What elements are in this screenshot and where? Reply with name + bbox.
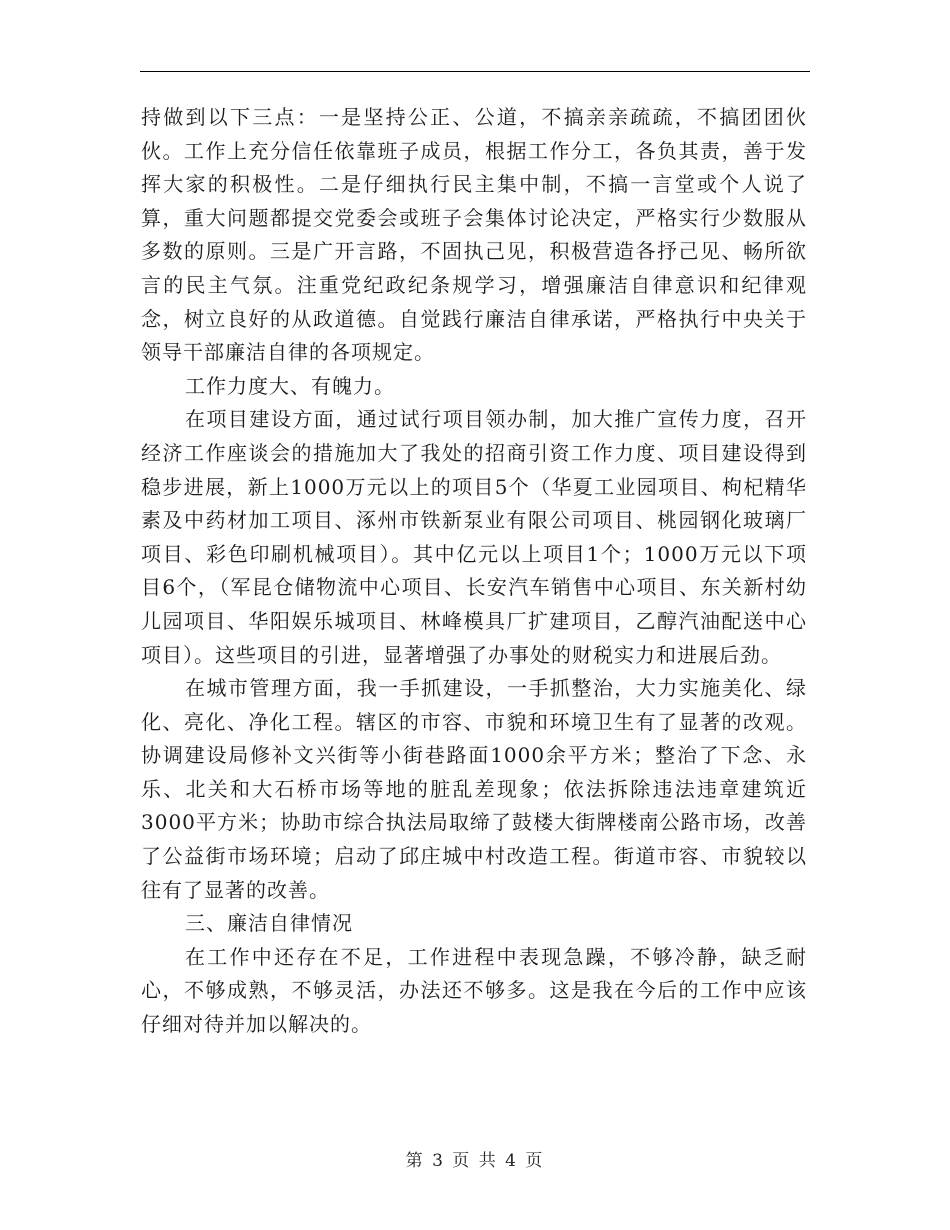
paragraph-work-strength: 工作力度大、有魄力。	[185, 373, 395, 398]
paragraph-city-management: 在城市管理方面，我一手抓建设，一手抓整治，大力实施美化、绿化、亮化、净化工程。辖区的市容、市貌和环境卫生有了显著的改观。协调建设局修补文兴街等小街巷路面1000余平方米；整治了下念、永乐、北关和大石桥市场等地的脏乱差现象；依法拆除违法违章建筑近3000平方米；协助市综合执法局取缔了鼓楼大街牌楼南公路市场，改善了公益街市场环境；启动了邱庄城中村改造工程。街道市容、市貌较以往有了显著的改善。	[141, 676, 807, 902]
section-heading-integrity: 三、廉洁自律情况	[185, 911, 353, 936]
paragraph-shortcomings: 在工作中还存在不足，工作进程中表现急躁，不够冷静，缺乏耐心，不够成熟，不够灵活，办法还不够多。这是我在今后的工作中应该仔细对待并加以解决的。	[141, 944, 807, 1037]
document-body	[141, 101, 807, 1042]
paragraph-continuation: 持做到以下三点：一是坚持公正、公道，不搞亲亲疏疏，不搞团团伙伙。工作上充分信任依靠班子成员，根据工作分工，各负其责，善于发挥大家的积极性。二是仔细执行民主集中制，不搞一言堂或个人说了算，重大问题都提交党委会或班子会集体讨论决定，严格实行少数服从多数的原则。三是广开言路，不固执己见，积极营造各抒己见、畅所欲言的民主气氛。注重党纪政纪条规学习，增强廉洁自律意识和纪律观念，树立良好的从政道德。自觉践行廉洁自律承诺，严格执行中央关于领导干部廉洁自律的各项规定。	[141, 105, 807, 365]
page-number-footer: 第 3 页 共 4 页	[405, 1151, 545, 1171]
paragraph-project-construction: 在项目建设方面，通过试行项目领办制，加大推广宣传力度，召开经济工作座谈会的措施加大了我处的招商引资工作力度、项目建设得到稳步进展，新上1000万元以上的项目5个（华夏工业园项目、枸杞精华素及中药材加工项目、涿州市铁新泵业有限公司项目、桃园钢化玻璃厂项目、彩色印刷机械项目）。其中亿元以上项目1个；1000万元以下项目6个，（军昆仓储物流中心项目、长安汽车销售中心项目、东关新村幼儿园项目、华阳娱乐城项目、林峰模具厂扩建项目，乙醇汽油配送中心项目）。这些项目的引进，显著增强了办事处的财税实力和进展后劲。	[141, 407, 807, 667]
header-rule	[140, 71, 810, 72]
